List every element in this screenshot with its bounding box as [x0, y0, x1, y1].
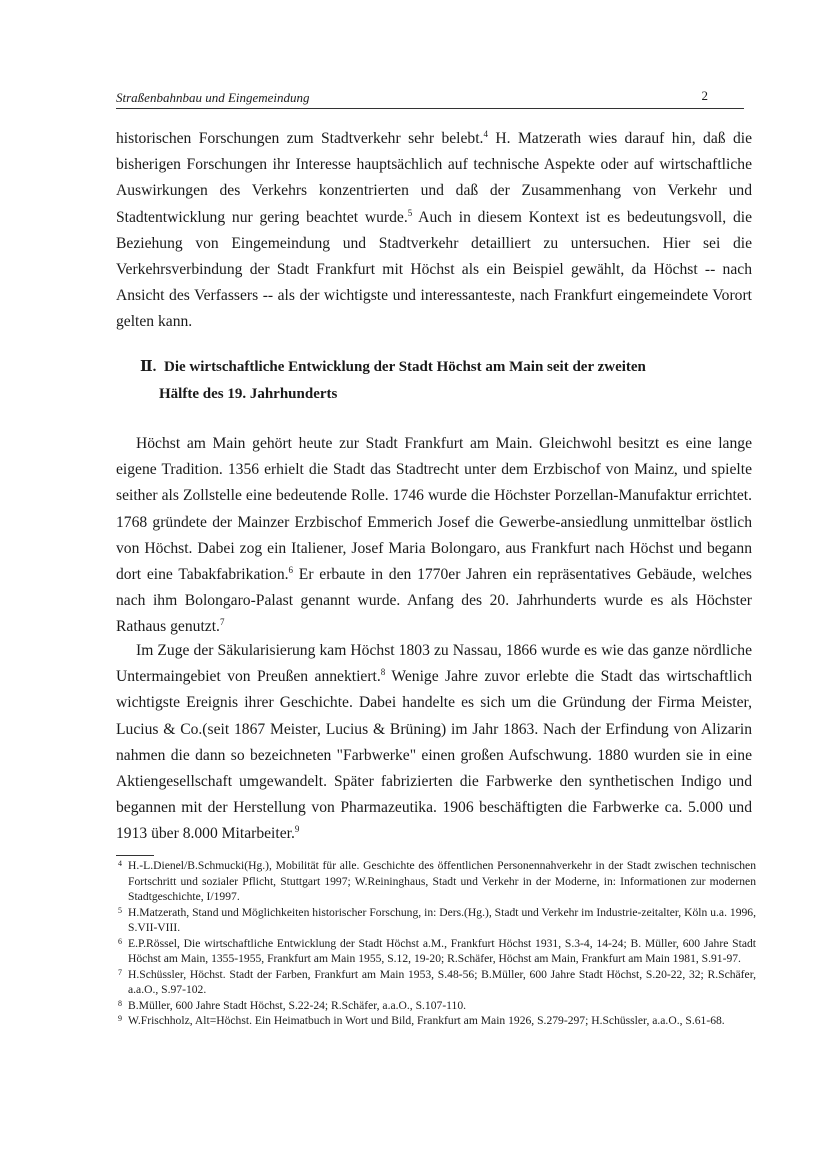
section-title-line1: Die wirtschaftliche Entwicklung der Stadt Höchst am Main seit der zweiten [164, 359, 646, 375]
paragraph-1 [116, 431, 752, 641]
intro-text-c: Auch in diesem Kontext ist es bedeutungsvoll, die Beziehung von Eingemeindung und Stadtverkehr detailliert zu untersuchen. Hier sei die Verkehrsverbindung der Stadt Frankfurt mit Höchst als ein Beispiel gewählt, da Höchst -- nach Ansicht des Verfassers -- als der wichtigste und interessanteste, nach Frankfurt eingemeindete Vorort gelten kann. [116, 208, 752, 331]
paragraph-1-text-b: Er erbaute in den 1770er Jahren ein repräsentatives Gebäude, welches nach ihm Bolongaro-Palast genannt wurde. Anfang des 20. Jahrhunderts wurde es als Höchster Rathaus genutzt. [116, 566, 752, 636]
footnote-number: 4 [118, 859, 122, 868]
intro-text-b: H. Matzerath wies darauf hin, daß die bisherigen Forschungen ihr Interesse hauptsächlich auf technische Aspekte oder auf wirtschaftliche Auswirkungen des Verkehrs konzentrierten und daß der Zusammenhang von Verkehr und Stadtentwicklung nur gering beachtet wurde. [116, 130, 752, 226]
section-title-line2: Hälfte des 19. Jahrhunderts [159, 386, 338, 402]
footnote-text: H.Matzerath, Stand und Möglichkeiten historischer Forschung, in: Ders.(Hg.), Stadt und Verkehr im Industrie-zeitalter, Köln u.a. 1996, S.VII-VIII. [128, 905, 756, 934]
running-header [116, 86, 744, 109]
footnote-text: H.Schüssler, Höchst. Stadt der Farben, Frankfurt am Main 1953, S.48-56; B.Müller, 600 Jahre Stadt Höchst, S.20-22, 32; R.Schäfer, a.a.O., S.97-102. [128, 967, 756, 996]
footnote-number: 5 [118, 905, 122, 915]
footnotes [116, 858, 756, 1029]
footnote-text: H.-L.Dienel/B.Schmucki(Hg.), Mobilität für alle. Geschichte des öffentlichen Personennahverkehr in der Stadt zwischen technischen Fortschritt und sozialer Pflicht, Stuttgart 1997; W.Reininghaus, Stadt und Verkehr in der Moderne, in: Informationen zur modernen Stadtgeschichte, I/1997. [128, 859, 756, 903]
footnote-text: E.P.Rössel, Die wirtschaftliche Entwicklung der Stadt Höchst a.M., Frankfurt Höchst 1931, S.3-4, 14-24; B. Müller, 600 Jahre Stadt Höchst am Main, 1355-1955, Frankfurt am Main 1955, S.12, 19-20; R.Schäfer, Höchst am Main, Frankfurt am Main 1981, S.91-97. [128, 936, 756, 965]
footnote [116, 1013, 756, 1029]
paragraph-2-text-b: Wenige Jahre zuvor erlebte die Stadt das wirtschaftlich wichtigste Ereignis ihrer Geschichte. Dabei handelte es sich um die Gründung der Firma Meister, Lucius & Co.(seit 1867 Meister, Lucius & Brüning) im Jahr 1863. Nach der Erfindung von Alizarin nahmen die dann so bezeichneten "Farbwerke" einen großen Aufschwung. 1880 wurden sie in eine Aktiengesellschaft umgewandelt. Später fabrizierten die Farbwerke den synthetischen Indigo und begannen mit der Herstellung von Pharmazeutika. 1906 beschäftigten die Farbwerke ca. 5.000 und 1913 über 8.000 Mitarbeiter. [116, 668, 752, 843]
footnote-number: 9 [118, 1014, 122, 1023]
footnote-ref-5: 5 [407, 207, 413, 218]
page-number: 2 [701, 88, 708, 103]
footnote-number: 8 [118, 998, 122, 1008]
header-title: Straßenbahnbau und Eingemeindung [116, 90, 310, 105]
paragraph-2 [116, 638, 752, 848]
footnote [116, 905, 756, 936]
footnote-number: 7 [118, 967, 122, 977]
paragraph-2-text-a: Im Zuge der Säkularisierung kam Höchst 1803 zu Nassau, 1866 wurde es wie das ganze nördliche Untermaingebiet von Preußen annektiert. [116, 642, 752, 686]
footnote-ref-7: 7 [219, 617, 225, 628]
intro-paragraph [116, 126, 752, 336]
footnote-text: W.Frischholz, Alt=Höchst. Ein Heimatbuch in Wort und Bild, Frankfurt am Main 1926, S.279-297; H.Schüssler, a.a.O., S.61-68. [128, 1014, 725, 1027]
footnote-ref-9: 9 [294, 824, 300, 835]
footnote-ref-4: 4 [483, 128, 488, 139]
footnote-ref-8: 8 [380, 667, 386, 678]
footnote-number: 6 [118, 936, 122, 946]
footnote [116, 998, 756, 1014]
section-number: Ⅱ. [140, 359, 157, 375]
footnote [116, 858, 756, 905]
footnote-ref-6: 6 [288, 564, 294, 575]
footnote [116, 936, 756, 967]
footnote-text: B.Müller, 600 Jahre Stadt Höchst, S.22-24; R.Schäfer, a.a.O., S.107-110. [128, 998, 467, 1012]
section-heading [140, 354, 740, 408]
footnote [116, 967, 756, 998]
intro-text-a: historischen Forschungen zum Stadtverkehr sehr belebt. [116, 130, 484, 147]
paragraph-1-text-a: Höchst am Main gehört heute zur Stadt Frankfurt am Main. Gleichwohl besitzt es eine lange eigene Tradition. 1356 erhielt die Stadt das Stadtrecht unter dem Erzbischof von Mainz, und spielte seither als Zollstelle eine bedeutende Rolle. 1746 wurde die Höchster Porzellan-Manufaktur errichtet. 1768 gründete der Mainzer Erzbischof Emmerich Josef die Gewerbe-ansiedlung unmittelbar östlich von Höchst. Dabei zog ein Italiener, Josef Maria Bolongaro, aus Frankfurt nach Höchst und begann dort eine Tabakfabrikation. [116, 435, 752, 584]
